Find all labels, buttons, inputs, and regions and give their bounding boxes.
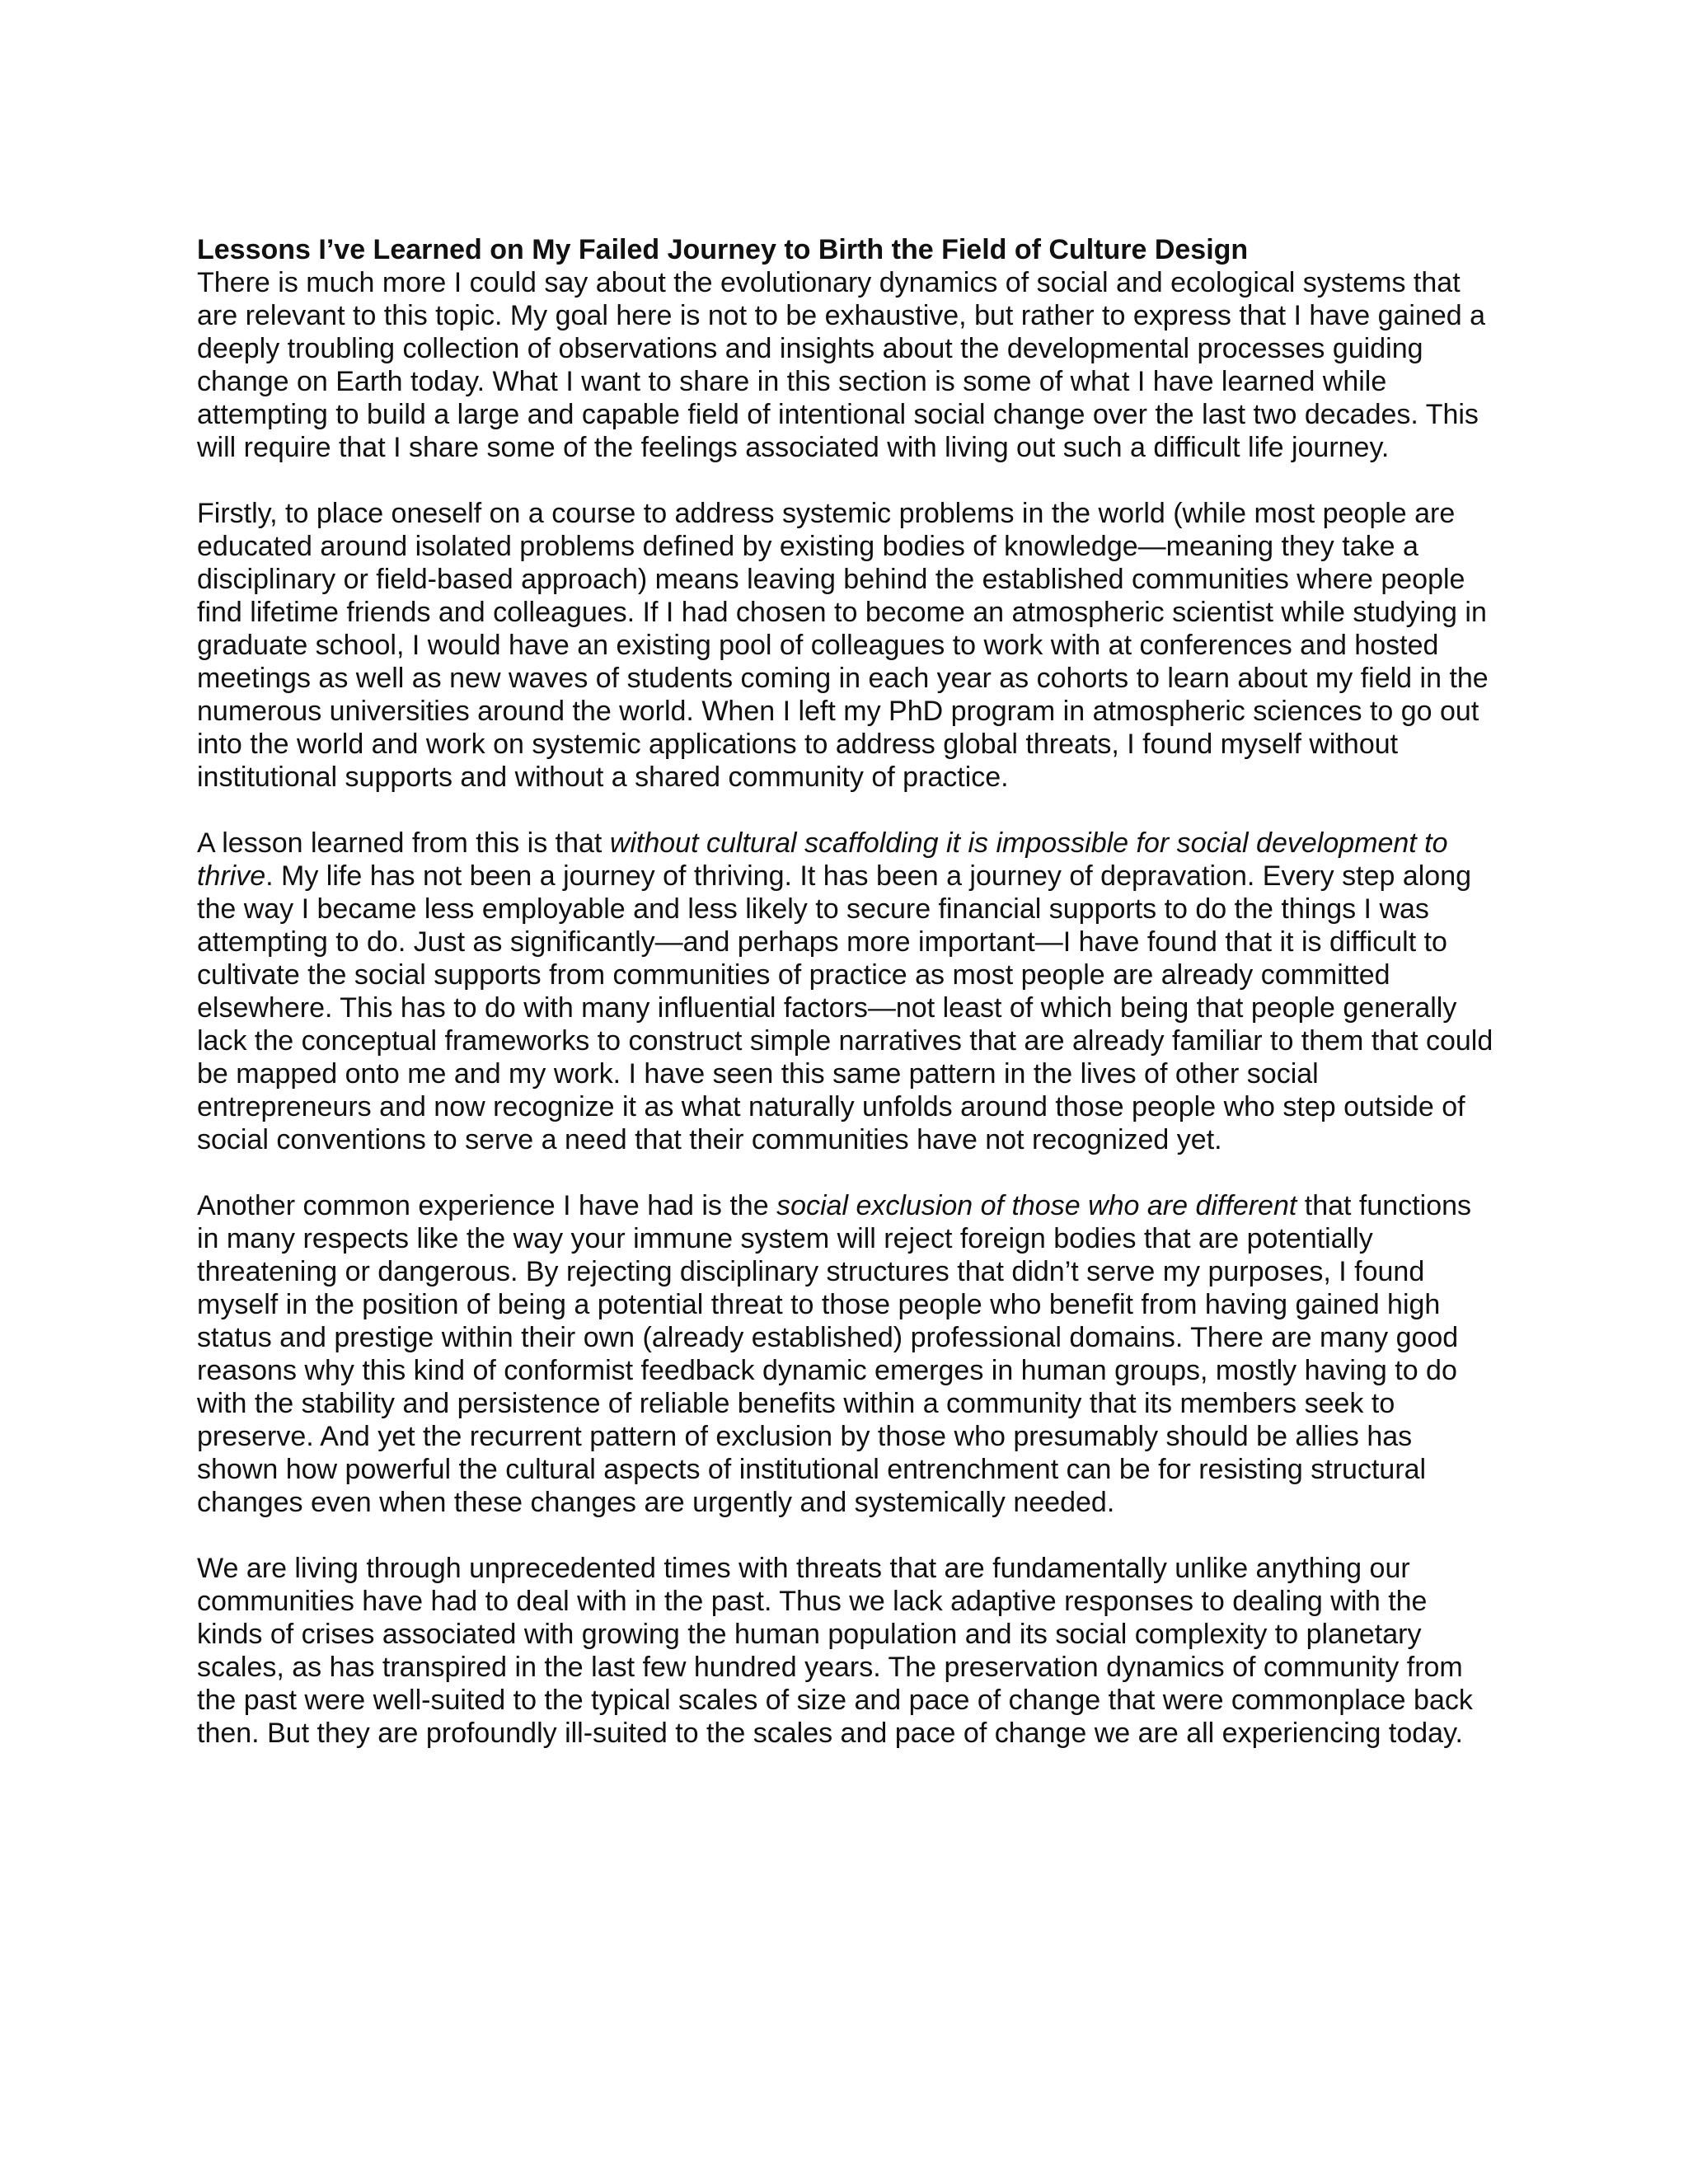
paragraph-text: that functions in many respects like the way your immune system will reject foreign bodies that are potentially threatening or dangerous. By rejecting disciplinary structures that didn’t serve my purposes, I found myself in the position of being a potential threat to those people who benefit from having gained high status and prestige within their own (already established) professional domains. There are many good reasons why this kind of conformist feedback dynamic emerges in human groups, mostly having to do with the stability and persistence of reliable benefits within a community that its members seek to preserve. And yet the recurrent pattern of exclusion by those who presumably should be allies has shown how powerful the cultural aspects of institutional entrenchment can be for resisting structural changes even when these changes are urgently and systemically needed.: [197, 1190, 1472, 1518]
document-title: Lessons I’ve Learned on My Failed Journey to Birth the Field of Culture Design: [197, 234, 1249, 265]
paragraph-text: . My life has not been a journey of thriving. It has been a journey of depravation. Every step along the way I became less employable and less likely to secure financial supports to do the things I was attempting to do. Just as significantly—and perhaps more important—I have found that it is difficult to cultivate the social supports from communities of practice as most people are already committed elsewhere. This has to do with many influential factors—not least of which being that people generally lack the conceptual frameworks to construct simple narratives that are already familiar to them that could be mapped onto me and my work. I have seen this same pattern in the lives of other social entrepreneurs and now recognize it as what naturally unfolds around those people who step outside of social conventions to serve a need that their communities have not recognized yet.: [197, 860, 1493, 1155]
italic-emphasis: social exclusion of those who are different: [776, 1190, 1297, 1221]
paragraph-1: [197, 266, 1499, 464]
paragraph-3: [197, 827, 1499, 1156]
paragraph-4: [197, 1189, 1499, 1519]
italic-emphasis: without cultural scaffolding it is impossible for social development to thrive: [197, 827, 1448, 892]
paragraph-text: Firstly, to place oneself on a course to address systemic problems in the world (while most people are educated around isolated problems defined by existing bodies of knowledge—meaning they take a disciplinary or field-based approach) means leaving behind the established communities where people find lifetime friends and colleagues. If I had chosen to become an atmospheric scientist while studying in graduate school, I would have an existing pool of colleagues to work with at conferences and hosted meetings as well as new waves of students coming in each year as cohorts to learn about my field in the numerous universities around the world. When I left my PhD program in atmospheric sciences to go out into the world and work on systemic applications to address global threats, I found myself without institutional supports and without a shared community of practice.: [197, 498, 1489, 793]
paragraph-text: We are living through unprecedented times with threats that are fundamentally unlike anything our communities have had to deal with in the past. Thus we lack adaptive responses to dealing with the kinds of crises associated with growing the human population and its social complexity to planetary scales, as has transpired in the last few hundred years. The preservation dynamics of community from the past were well-suited to the typical scales of size and pace of change that were commonplace back then. But they are profoundly ill-suited to the scales and pace of change we are all experiencing today.: [197, 1553, 1473, 1749]
paragraph-5: [197, 1552, 1499, 1750]
paragraph-text: There is much more I could say about the evolutionary dynamics of social and ecological systems that are relevant to this topic. My goal here is not to be exhaustive, but rather to express that I have gained a deeply troubling collection of observations and insights about the developmental processes guiding change on Earth today. What I want to share in this section is some of what I have learned while attempting to build a large and capable field of intentional social change over the last two decades. This will require that I share some of the feelings associated with living out such a difficult life journey.: [197, 267, 1486, 463]
document-page: [197, 233, 1499, 1750]
paragraph-text: Another common experience I have had is the: [197, 1190, 777, 1221]
paragraph-2: [197, 497, 1499, 794]
paragraph-text: A lesson learned from this is that: [197, 827, 610, 859]
